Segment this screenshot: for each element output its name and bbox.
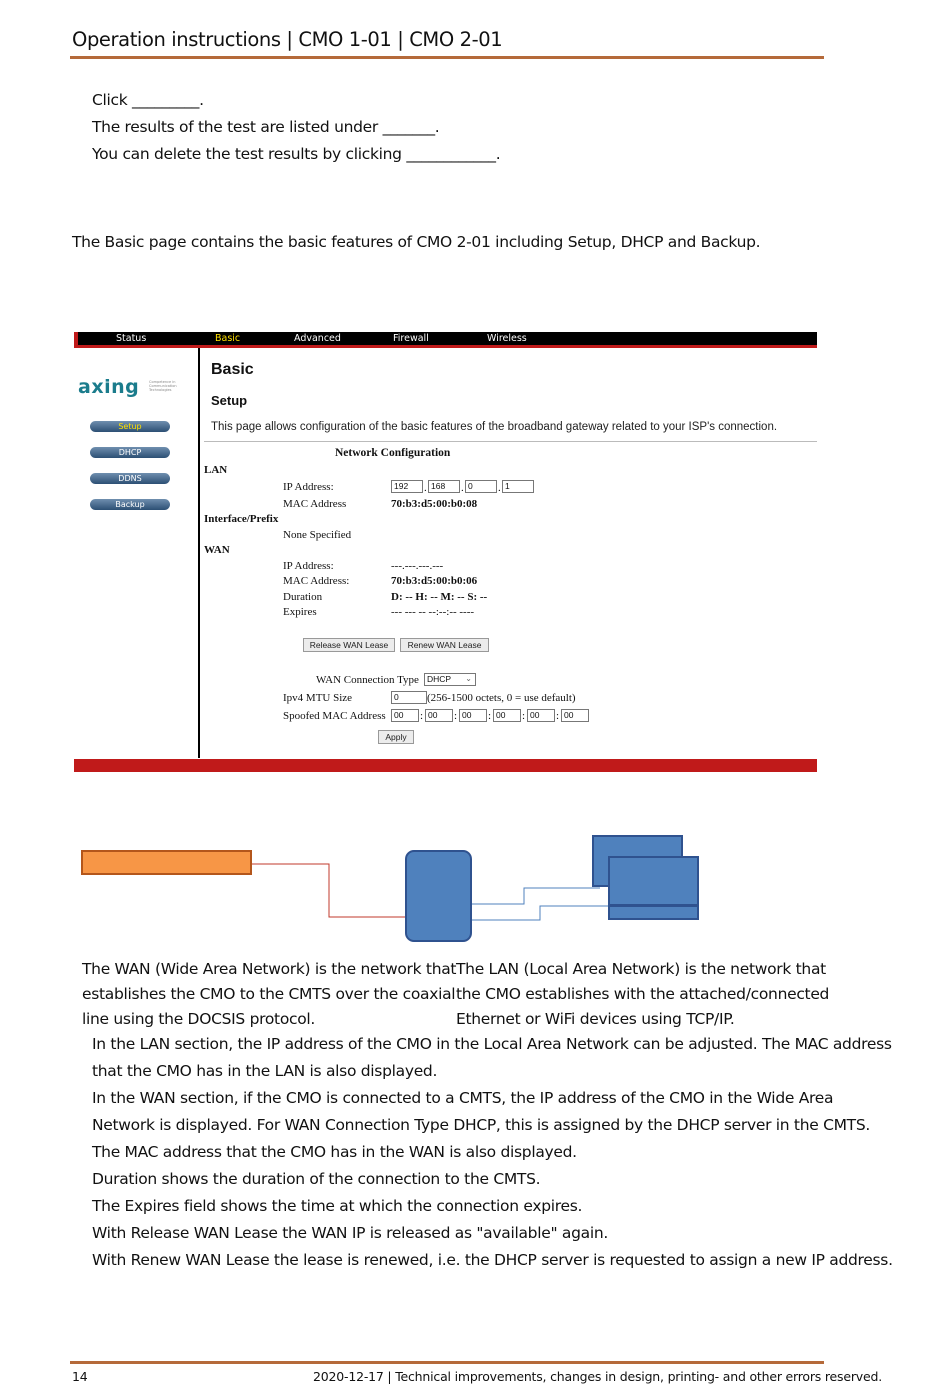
- sidebar-divider: [198, 348, 200, 758]
- body-line: that the CMO has in the LAN is also displayed.: [92, 1062, 438, 1080]
- release-wan-lease-button[interactable]: Release WAN Lease: [303, 638, 395, 652]
- body-line: In the LAN section, the IP address of the CMO in the Local Area Network can be adjusted. The MAC address: [92, 1035, 892, 1053]
- mac-colon: :: [556, 710, 560, 722]
- spoofed-mac-octet-4[interactable]: 00: [493, 709, 521, 722]
- ip-dot: .: [424, 482, 427, 494]
- network-connection-lines: [0, 820, 950, 960]
- wan-caption: [82, 957, 456, 1032]
- lan-ip-octet-4[interactable]: 1: [502, 480, 534, 493]
- spoofed-mac-octet-5[interactable]: 00: [527, 709, 555, 722]
- body-line: Network is displayed. For WAN Connection Type DHCP, this is assigned by the DHCP server in the CMTS.: [92, 1116, 871, 1134]
- lan-ip-octet-3[interactable]: 0: [465, 480, 497, 493]
- nav-firewall[interactable]: Firewall: [393, 333, 429, 344]
- wan-connection-type-value: DHCP: [427, 674, 452, 684]
- apply-button[interactable]: Apply: [378, 730, 414, 744]
- page-title: Basic: [211, 361, 254, 378]
- wan-caption-line: establishes the CMO to the CMTS over the coaxial: [82, 985, 456, 1003]
- lan-ip-octet-1[interactable]: 192: [391, 480, 423, 493]
- nav-red-line: [74, 345, 817, 348]
- mtu-hint: (256-1500 octets, 0 = use default): [427, 692, 576, 704]
- expires-value: --- --- -- --:--:-- ----: [391, 606, 475, 618]
- lan-mac-label: MAC Address: [283, 498, 347, 510]
- intro-line-1: Click _________.: [92, 91, 204, 109]
- duration-label: Duration: [283, 591, 323, 603]
- header-rule: [70, 56, 824, 59]
- mac-colon: :: [454, 710, 458, 722]
- lan-line-2: [472, 906, 610, 920]
- nav-basic[interactable]: Basic: [215, 333, 241, 344]
- mac-colon: :: [522, 710, 526, 722]
- footer-rule: [70, 1361, 824, 1364]
- section-title: Setup: [211, 393, 248, 408]
- sidebar-dhcp-button[interactable]: DHCP: [90, 447, 170, 458]
- body-line: With Renew WAN Lease the lease is renewed, i.e. the DHCP server is requested to assign a new IP address.: [92, 1251, 893, 1269]
- document-header-title: Operation instructions | CMO 1-01 | CMO 2-01: [72, 28, 503, 51]
- body-line: Duration shows the duration of the connection to the CMTS.: [92, 1170, 541, 1188]
- wan-ip-label: IP Address:: [283, 560, 334, 572]
- bottom-red-bar: [74, 759, 817, 772]
- nav-advanced[interactable]: Advanced: [294, 333, 341, 344]
- ip-dot: .: [498, 482, 501, 494]
- sidebar-backup-button[interactable]: Backup: [90, 499, 170, 510]
- body-line: In the WAN section, if the CMO is connected to a CMTS, the IP address of the CMO in the Wide Area: [92, 1089, 834, 1107]
- lan-caption-line: The LAN (Local Area Network) is the network that: [456, 960, 826, 978]
- body-line: The MAC address that the CMO has in the WAN is also displayed.: [92, 1143, 577, 1161]
- wan-caption-line: line using the DOCSIS protocol.: [82, 1010, 316, 1028]
- description-divider: [204, 441, 817, 442]
- chevron-down-icon: ⌄: [465, 674, 472, 683]
- intro-line-2: The results of the test are listed under _______.: [92, 118, 440, 136]
- lan-line-1: [472, 888, 600, 904]
- expires-label: Expires: [283, 606, 317, 618]
- lan-caption: [456, 957, 829, 1032]
- renew-wan-lease-button[interactable]: Renew WAN Lease: [400, 638, 489, 652]
- sidebar-setup-button[interactable]: Setup: [90, 421, 170, 432]
- lan-ip-octet-2[interactable]: 168: [428, 480, 460, 493]
- lan-mac-value: 70:b3:d5:00:b0:08: [391, 498, 478, 510]
- mtu-input[interactable]: 0: [391, 691, 427, 704]
- wan-mac-value: 70:b3:d5:00:b0:06: [391, 575, 478, 587]
- client-device-front: [608, 856, 699, 906]
- wan-connection-type-select[interactable]: [424, 673, 476, 686]
- ip-dot: .: [461, 482, 464, 494]
- wan-ip-value: ---.---.---.---: [391, 560, 444, 572]
- explanation-text: [92, 1031, 893, 1274]
- basic-page-screenshot: [74, 332, 817, 772]
- duration-value: D: -- H: -- M: -- S: --: [391, 591, 488, 603]
- body-line: With Release WAN Lease the WAN IP is released as "available" again.: [92, 1224, 608, 1242]
- wan-connection-type-label: WAN Connection Type: [316, 674, 419, 686]
- wan-mac-label: MAC Address:: [283, 575, 350, 587]
- basic-intro-text: The Basic page contains the basic features of CMO 2-01 including Setup, DHCP and Backup.: [72, 233, 761, 251]
- spoofed-mac-octet-1[interactable]: 00: [391, 709, 419, 722]
- nav-wireless[interactable]: Wireless: [487, 333, 527, 344]
- client-device-base: [608, 905, 699, 920]
- wan-label: WAN: [204, 544, 230, 556]
- wan-coax-line: [252, 864, 405, 917]
- interface-prefix-label: Interface/Prefix: [204, 513, 279, 525]
- mac-colon: :: [488, 710, 492, 722]
- spoofed-mac-octet-2[interactable]: 00: [425, 709, 453, 722]
- wan-caption-line: The WAN (Wide Area Network) is the network that: [82, 960, 457, 978]
- page-number: 14: [72, 1369, 88, 1384]
- axing-logo: axing: [78, 376, 140, 398]
- footer-note: 2020-12-17 | Technical improvements, changes in design, printing- and other errors reserved.: [313, 1369, 882, 1384]
- intro-line-3: You can delete the test results by clicking ____________.: [92, 145, 501, 163]
- network-config-title: Network Configuration: [335, 447, 451, 459]
- interface-prefix-value: None Specified: [283, 529, 352, 541]
- spoofed-mac-octet-6[interactable]: 00: [561, 709, 589, 722]
- page-description: This page allows configuration of the basic features of the broadband gateway related to your ISP's connection.: [211, 421, 778, 433]
- sidebar-ddns-button[interactable]: DDNS: [90, 473, 170, 484]
- body-line: The Expires field shows the time at which the connection expires.: [92, 1197, 583, 1215]
- lan-label: LAN: [204, 464, 228, 476]
- mtu-label: Ipv4 MTU Size: [283, 692, 353, 704]
- spoofed-mac-octet-3[interactable]: 00: [459, 709, 487, 722]
- mac-colon: :: [420, 710, 424, 722]
- coax-cmts-box: [81, 850, 252, 875]
- lan-caption-line: Ethernet or WiFi devices using TCP/IP.: [456, 1010, 735, 1028]
- spoofed-mac-label: Spoofed MAC Address: [283, 710, 386, 722]
- lan-ip-label: IP Address:: [283, 481, 334, 493]
- top-nav-bar: [74, 332, 817, 345]
- cmo-device-box: [405, 850, 472, 942]
- nav-status[interactable]: Status: [116, 333, 147, 344]
- lan-caption-line: the CMO establishes with the attached/connected: [456, 985, 830, 1003]
- logo-tagline: Competence in Communication Technologies: [149, 380, 177, 392]
